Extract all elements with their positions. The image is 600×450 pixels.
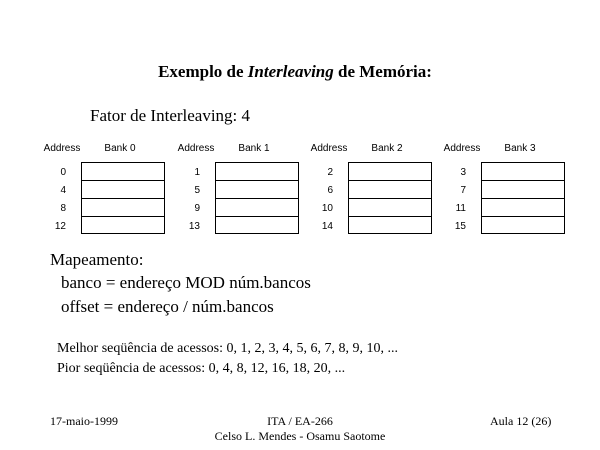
address-value: 9 xyxy=(194,203,200,214)
address-value: 2 xyxy=(327,167,333,178)
address-value: 7 xyxy=(460,185,466,196)
address-value: 13 xyxy=(188,221,200,232)
memory-cell xyxy=(216,181,298,199)
memory-cell xyxy=(349,199,431,217)
footer-date: 17-maio-1999 xyxy=(50,414,118,428)
footer-page-number: Aula 12 (26) xyxy=(490,414,552,428)
address-value: 14 xyxy=(321,221,333,232)
memory-cell xyxy=(349,181,431,199)
mapping-heading: Mapeamento: xyxy=(50,250,144,269)
memory-bank-1 xyxy=(215,162,299,234)
bank-header: Bank 0 xyxy=(104,143,136,154)
bank-header: Bank 2 xyxy=(371,143,403,154)
address-value: 10 xyxy=(321,203,333,214)
mapping-offset-formula: offset = endereço / núm.bancos xyxy=(61,297,274,316)
memory-cell xyxy=(482,217,564,235)
memory-cell xyxy=(216,163,298,181)
footer-authors: Celso L. Mendes - Osamu Saotome xyxy=(214,429,386,443)
memory-cell xyxy=(82,217,164,235)
title-prefix: Exemplo de xyxy=(158,62,248,81)
memory-cell xyxy=(349,217,431,235)
memory-bank-3 xyxy=(481,162,565,234)
address-header: Address xyxy=(443,143,481,154)
title-italic: Interleaving xyxy=(247,62,334,81)
memory-cell xyxy=(82,163,164,181)
memory-cell xyxy=(349,163,431,181)
bank-header: Bank 1 xyxy=(238,143,270,154)
memory-cell xyxy=(216,199,298,217)
bank-header: Bank 3 xyxy=(504,143,536,154)
footer-course: ITA / EA-266 xyxy=(267,414,333,428)
worst-sequence: Pior seqüência de acessos: 0, 4, 8, 12, 16, 18, 20, ... xyxy=(57,361,346,376)
address-value: 0 xyxy=(60,167,66,178)
address-header: Address xyxy=(43,143,81,154)
address-value: 12 xyxy=(54,221,66,232)
address-value: 11 xyxy=(455,203,466,214)
memory-bank-0 xyxy=(81,162,165,234)
address-value: 5 xyxy=(194,185,200,196)
title-suffix: de Memória: xyxy=(333,62,432,81)
address-value: 4 xyxy=(60,185,66,196)
address-header: Address xyxy=(310,143,348,154)
memory-cell xyxy=(482,181,564,199)
memory-bank-2 xyxy=(348,162,432,234)
memory-cell xyxy=(216,217,298,235)
mapping-bank-formula: banco = endereço MOD núm.bancos xyxy=(61,273,311,292)
address-value: 8 xyxy=(60,203,66,214)
memory-cell xyxy=(82,199,164,217)
address-value: 15 xyxy=(454,221,466,232)
memory-cell xyxy=(482,199,564,217)
address-value: 3 xyxy=(460,167,466,178)
address-value: 6 xyxy=(327,185,333,196)
interleaving-factor: Fator de Interleaving: 4 xyxy=(90,106,251,125)
memory-cell xyxy=(482,163,564,181)
memory-cell xyxy=(82,181,164,199)
address-header: Address xyxy=(177,143,215,154)
slide-title xyxy=(0,62,590,82)
address-value: 1 xyxy=(194,167,200,178)
best-sequence: Melhor seqüência de acessos: 0, 1, 2, 3, 4, 5, 6, 7, 8, 9, 10, ... xyxy=(57,341,398,356)
